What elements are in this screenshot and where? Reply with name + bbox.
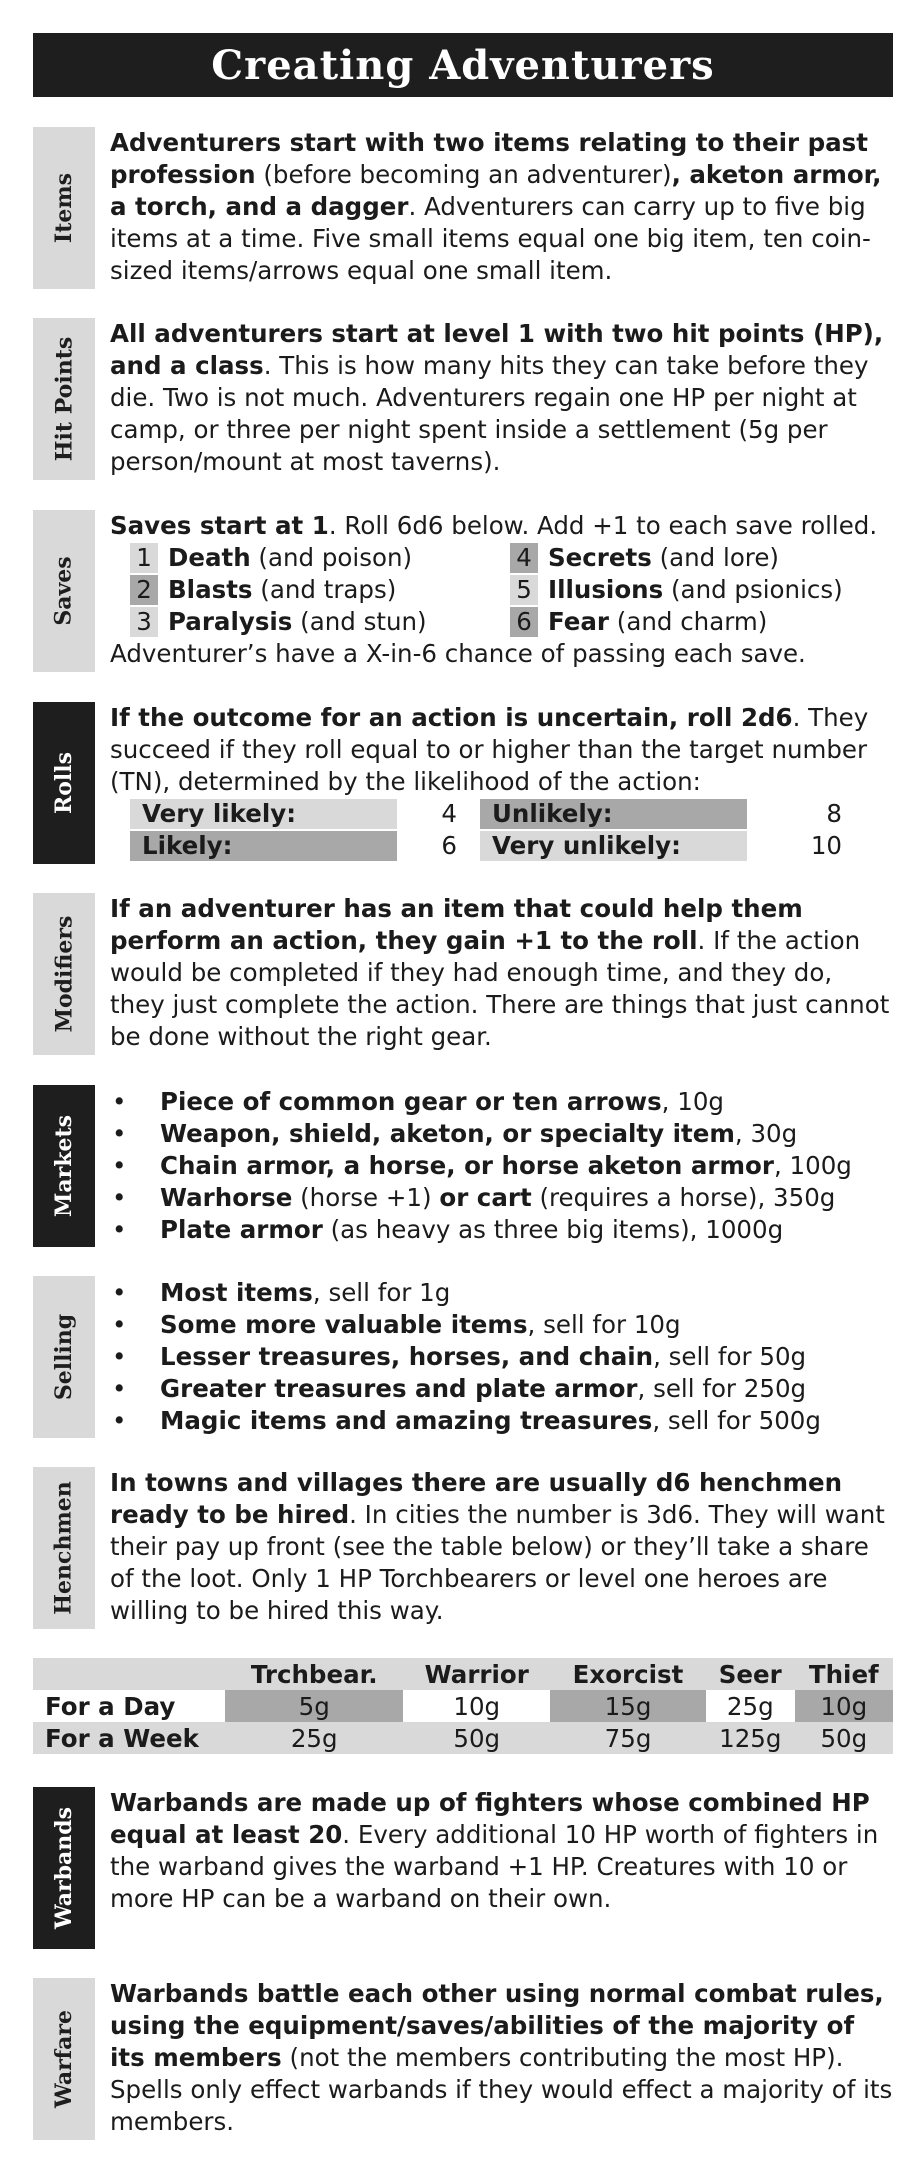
text: , sell for 10g (527, 1310, 681, 1339)
section-text (110, 1978, 893, 2138)
section-tab-modifiers (33, 893, 95, 1055)
section-tab-saves (33, 510, 95, 672)
table-cell: 125g (706, 1722, 795, 1754)
target-number-table (130, 798, 893, 862)
column-header: Thief (795, 1658, 893, 1690)
markets-list (110, 1086, 893, 1246)
tab-label: Warfare (51, 2010, 78, 2108)
list-item (110, 1150, 893, 1182)
text: . Every additional 10 HP worth of fighters in the warband gives the warband +1 HP. Creatures with 10 or more HP can be a warband on their own. (110, 1820, 879, 1913)
section-tab-items (33, 127, 95, 289)
section-text (110, 1277, 893, 1437)
save-number: 5 (510, 575, 538, 605)
tn-value: 4 (441, 799, 457, 828)
section-text (110, 702, 893, 862)
save-name: Paralysis (168, 607, 293, 636)
bold-text: If an adventurer has an item that could help them perform an action, they gain +1 to the roll (110, 894, 803, 955)
section-modifiers (33, 893, 893, 1055)
save-note: (and charm) (608, 607, 768, 636)
table-row (33, 1722, 893, 1754)
save-item (510, 606, 900, 638)
text: , sell for 250g (637, 1374, 807, 1403)
bold-text: Chain armor, a horse, or horse aketon armor (160, 1151, 774, 1180)
tn-value: 10 (810, 831, 842, 860)
save-name: Illusions (548, 575, 664, 604)
row-label: For a Day (33, 1690, 225, 1722)
tn-row (130, 830, 480, 862)
row-label: For a Week (33, 1722, 225, 1754)
save-note: (and poison) (250, 543, 413, 572)
tn-row (480, 798, 870, 830)
section-text (110, 318, 893, 478)
table-corner-cell (33, 1658, 225, 1690)
tn-row (480, 830, 870, 862)
section-items (33, 127, 893, 289)
table-cell: 50g (795, 1722, 893, 1754)
tn-label: Very unlikely: (480, 831, 747, 861)
tab-label: Items (51, 172, 77, 244)
section-tab-selling (33, 1276, 95, 1438)
list-item (110, 1214, 893, 1246)
text: , sell for 500g (652, 1406, 821, 1435)
save-name: Fear (548, 607, 609, 636)
save-name: Blasts (168, 575, 253, 604)
table-cell: 25g (225, 1722, 403, 1754)
table-cell: 15g (550, 1690, 706, 1722)
tn-label: Unlikely: (480, 799, 747, 829)
henchmen-hire-table (33, 1658, 893, 1754)
bold-text: Greater treasures and plate armor (160, 1374, 638, 1403)
text: . In cities the number is 3d6. They will want their pay up front (see the table below) or they’ll take a share of the loot. Only 1 HP Torchbearers or level one heroes are willing to be hired this way. (110, 1500, 885, 1625)
save-name: Death (168, 543, 251, 572)
page-title: Creating Adventurers (33, 33, 893, 97)
list-item (110, 1373, 893, 1405)
save-note: (and stun) (292, 607, 427, 636)
tab-label: Modifiers (51, 915, 77, 1033)
tn-label: Likely: (130, 831, 397, 861)
bold-text: Warhorse (160, 1183, 293, 1212)
list-item (110, 1341, 893, 1373)
save-item (130, 606, 510, 638)
bold-text: Some more valuable items (160, 1310, 528, 1339)
text: , 100g (773, 1151, 852, 1180)
tab-label: Selling (51, 1313, 77, 1401)
tab-label: Hit Points (51, 336, 77, 462)
tn-row (130, 798, 480, 830)
column-header: Seer (706, 1658, 795, 1690)
list-item (110, 1118, 893, 1150)
save-item (510, 574, 900, 606)
text: . If the action would be completed if they had enough time, and they do, they just complete the action. There are things that just cannot be done without the right gear. (110, 926, 890, 1051)
bold-text: Warbands battle each other using normal combat rules, using the equipment/saves/abilities of the majority of its members (110, 1979, 884, 2072)
save-name: Secrets (548, 543, 652, 572)
section-warfare (33, 1978, 893, 2140)
bold-text: Lesser treasures, horses, and chain (160, 1342, 654, 1371)
text: . Adventurers can carry up to five big items at a time. Five small items equal one big item, ten coin-sized items/arrows equal one small item. (110, 192, 871, 285)
save-number: 1 (130, 543, 158, 573)
tab-label: Warbands (51, 1806, 78, 1930)
text: (as heavy as three big items), 1000g (322, 1215, 784, 1244)
bold-text: or cart (439, 1183, 532, 1212)
table-cell: 75g (550, 1722, 706, 1754)
section-text (110, 510, 893, 670)
tab-label: Saves (51, 556, 77, 626)
tab-label: Henchmen (51, 1481, 78, 1615)
tab-label: Rolls (51, 751, 77, 815)
section-henchmen (33, 1467, 893, 1629)
text: . This is how many hits they can take before they die. Two is not much. Adventurers regain one HP per night at camp, or three per night spent inside a settlement (5g per person/mount at most taverns). (110, 351, 869, 476)
text: (before becoming an adventurer) (255, 160, 672, 189)
section-hit-points (33, 318, 893, 480)
tn-label: Very likely: (130, 799, 397, 829)
bold-text: Warbands are made up of fighters whose combined HP equal at least 20 (110, 1788, 870, 1849)
save-item (130, 542, 510, 574)
text: , 30g (734, 1119, 798, 1148)
section-tab-markets (33, 1085, 95, 1247)
save-item (510, 542, 900, 574)
section-text (110, 127, 893, 287)
column-header: Exorcist (550, 1658, 706, 1690)
section-text (110, 1467, 893, 1627)
list-item (110, 1182, 893, 1214)
table-cell: 10g (403, 1690, 550, 1722)
column-header: Trchbear. (225, 1658, 403, 1690)
table-row (33, 1690, 893, 1722)
save-note: (and traps) (252, 575, 397, 604)
save-number: 3 (130, 607, 158, 637)
bold-text: In towns and villages there are usually d6 henchmen ready to be hired (110, 1468, 843, 1529)
tn-value: 6 (441, 831, 457, 860)
bold-text: Saves start at 1 (110, 511, 329, 540)
section-text (110, 1086, 893, 1246)
section-saves (33, 510, 893, 672)
section-text (110, 1787, 893, 1915)
text: . They succeed if they roll equal to or higher than the target number (TN), determined by the likelihood of the action: (110, 703, 869, 796)
list-item (110, 1277, 893, 1309)
tn-value: 8 (826, 799, 842, 828)
save-number: 4 (510, 543, 538, 573)
section-tab-hit-points (33, 318, 95, 480)
table-cell: 10g (795, 1690, 893, 1722)
table-cell: 5g (225, 1690, 403, 1722)
save-item (130, 574, 510, 606)
column-header: Warrior (403, 1658, 550, 1690)
list-item (110, 1309, 893, 1341)
save-number: 2 (130, 575, 158, 605)
save-note: (and lore) (651, 543, 779, 572)
table-header-row (33, 1658, 893, 1690)
section-tab-warbands (33, 1787, 95, 1949)
section-tab-henchmen (33, 1467, 95, 1629)
text: (requires a horse), 350g (531, 1183, 836, 1212)
bold-text: Most items (160, 1278, 313, 1307)
text: (horse +1) (292, 1183, 440, 1212)
section-markets (33, 1085, 893, 1247)
bold-text: Adventurers start with two items relating to their past profession (110, 128, 868, 189)
text: , 10g (661, 1087, 724, 1116)
section-selling (33, 1276, 893, 1438)
save-number: 6 (510, 607, 538, 637)
section-rolls (33, 702, 893, 864)
bold-text: Piece of common gear or ten arrows (160, 1087, 662, 1116)
text: . Roll 6d6 below. Add +1 to each save rolled. (328, 511, 878, 540)
section-tab-rolls (33, 702, 95, 864)
saves-list (130, 542, 893, 638)
section-warbands (33, 1787, 893, 1949)
list-item (110, 1086, 893, 1118)
table-cell: 50g (403, 1722, 550, 1754)
list-item (110, 1405, 893, 1437)
bold-text: , aketon armor, a torch, and a dagger (110, 160, 882, 221)
table-cell: 25g (706, 1690, 795, 1722)
bold-text: Magic items and amazing treasures (160, 1406, 653, 1435)
text: , sell for 1g (312, 1278, 451, 1307)
text: , sell for 50g (653, 1342, 807, 1371)
saves-footer: Adventurer’s have a X-in-6 chance of passing each save. (110, 639, 806, 668)
bold-text: Weapon, shield, aketon, or specialty item (160, 1119, 735, 1148)
section-text (110, 893, 893, 1053)
bold-text: All adventurers start at level 1 with two hit points (HP), and a class (110, 319, 884, 380)
text: (not the members contributing the most HP). Spells only effect warbands if they would effect a majority of its members. (110, 2043, 893, 2136)
section-tab-warfare (33, 1978, 95, 2140)
save-note: (and psionics) (663, 575, 843, 604)
tab-label: Markets (51, 1115, 77, 1217)
bold-text: If the outcome for an action is uncertain, roll 2d6 (110, 703, 793, 732)
bold-text: Plate armor (160, 1215, 323, 1244)
selling-list (110, 1277, 893, 1437)
